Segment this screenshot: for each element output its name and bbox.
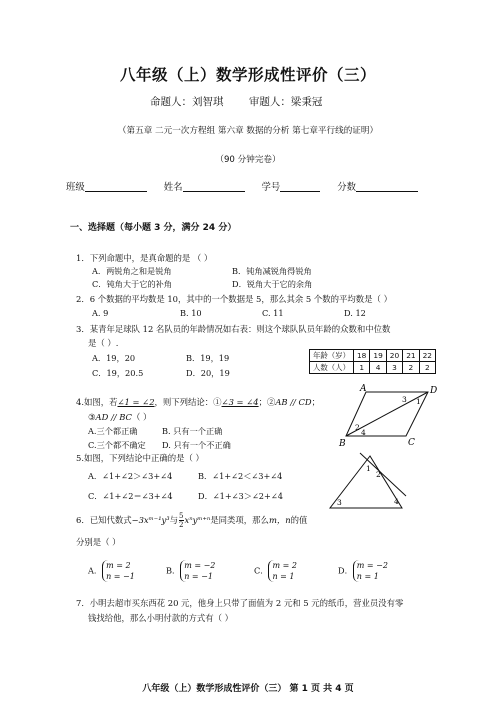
page-footer: 八年级（上）数学形成性评价（三） 第 1 页 共 4 页 (142, 684, 354, 694)
q3-stem-cont: 是（ ）. (88, 338, 119, 348)
q4-stem (76, 396, 320, 408)
angle-1-label: 1 (366, 464, 371, 473)
q6-stem (76, 512, 307, 529)
q6-stem-a: 6．已知代数式 (76, 515, 132, 525)
q1-option-c[interactable]: C．钝角大于它的补角 (92, 279, 172, 289)
q4-conclusion-2: AB // CD (275, 397, 312, 407)
option-label: A． (88, 565, 103, 576)
q4-option-b[interactable]: B. 只有一个正确 (162, 426, 223, 436)
q6-option-a[interactable] (88, 560, 135, 582)
label-c: C (408, 438, 415, 448)
table-cell: 19 (370, 350, 386, 362)
q4-conclusion-1: ∠3 = ∠4 (221, 397, 259, 407)
q5-figure-triangle (322, 452, 410, 514)
q1-option-b[interactable]: B．钝角减锐角得锐角 (232, 266, 312, 276)
q7-stem: 7．小明去超市买东西花 20 元，他身上只带了面值为 2 元和 5 元的纸币，营业员没有零 (76, 598, 404, 608)
option-label: B． (166, 565, 181, 576)
angle-3-label: 3 (402, 395, 407, 404)
q6-fraction (179, 512, 183, 529)
q6-term-2: xⁿyᵐ⁺ⁿ (184, 515, 211, 525)
equation-system (102, 560, 135, 582)
q4-stem-a: 4.如图，若 (76, 397, 118, 407)
transversal-line (360, 453, 406, 496)
class-blank[interactable] (85, 181, 147, 192)
q4-conclusion-3: AD // BC (95, 412, 132, 422)
time-limit: （90 分钟完卷） (215, 155, 281, 165)
table-row (310, 362, 436, 374)
table-cell: 18 (353, 350, 369, 362)
q1-option-d[interactable]: D．锐角大于它的余角 (232, 279, 313, 289)
q5-option-d[interactable]: D．∠1+∠3＞∠2+∠4 (198, 491, 283, 501)
table-cell: 3 (386, 362, 402, 374)
q1-stem: 1．下列命题中，是真命题的是 （ ） (76, 253, 213, 263)
angle-3-label: 3 (337, 498, 342, 507)
score-field[interactable] (337, 179, 418, 193)
name-blank[interactable] (183, 181, 245, 192)
name-field[interactable] (164, 179, 245, 193)
label-d: D (430, 386, 438, 396)
q4-paren: （ ） (131, 412, 152, 422)
equation-system (268, 560, 296, 582)
q6-stem-cont: 分别是（ ） (76, 537, 121, 547)
table-row (310, 350, 436, 362)
chapter-scope: （第五章 二元一次方程组 第六章 数据的分析 第七章平行线的证明） (117, 126, 379, 136)
name-label: 姓名 (163, 182, 183, 193)
id-blank[interactable] (280, 181, 320, 192)
q2-option-d[interactable]: D. 12 (344, 308, 366, 318)
angle-1-label: 1 (416, 397, 421, 406)
setter: 命题人：刘智琪 (150, 96, 224, 108)
equation-m: m = −2 (184, 561, 216, 570)
option-label: D． (338, 565, 353, 576)
table-cell: 1 (353, 362, 369, 374)
table-cell: 年龄（岁） (310, 350, 354, 362)
table-cell: 22 (419, 350, 435, 362)
q6-option-d[interactable] (338, 560, 388, 582)
page-title: 八年级（上）数学形成性评价（三） (119, 66, 376, 84)
equation-n: n = −1 (106, 572, 135, 581)
q6-vars: m，n (268, 515, 291, 525)
table-cell: 人数（人） (310, 362, 354, 374)
q4-sep-3: ； (311, 397, 321, 407)
authors (150, 94, 322, 109)
angle-2-label: 2 (376, 470, 381, 479)
q5-option-c[interactable]: C．∠1+∠2＝∠3+∠4 (88, 491, 173, 501)
q3-stem: 3．某青年足球队 12 名队员的年龄情况如右表：则这个球队队员年龄的众数和中位数 (76, 324, 391, 334)
table-cell: 4 (370, 362, 386, 374)
q6-option-c[interactable] (254, 560, 297, 582)
class-field[interactable] (66, 179, 147, 193)
score-label: 分数 (337, 182, 357, 193)
label-b: B (339, 439, 346, 448)
q4-option-a[interactable]: A.三个都正确 (88, 426, 138, 436)
table-cell: 20 (386, 350, 402, 362)
q4-sep-2: ；② (258, 397, 276, 407)
id-field[interactable] (262, 179, 321, 193)
q2-option-b[interactable]: B. 10 (180, 308, 202, 318)
table-cell: 21 (403, 350, 419, 362)
q7-stem-cont: 钱找给他，那么小明付款的方式有（ ） (88, 613, 234, 623)
equation-system (180, 560, 215, 582)
fraction-denominator: 2 (179, 521, 184, 529)
equation-system (353, 560, 388, 582)
section-heading: 一、选择题（每小题 3 分，满分 24 分） (70, 223, 237, 233)
q6-stem-c: 的值 (290, 515, 308, 525)
angle-4-label: 4 (361, 428, 366, 437)
angle-4-label: 4 (394, 497, 399, 506)
q5-option-b[interactable]: B．∠1+∠2＜∠3+∠4 (198, 471, 283, 481)
reviewer: 审题人：梁秉冠 (248, 96, 323, 108)
table-cell: 2 (403, 362, 419, 374)
q2-option-a[interactable]: A. 9 (92, 308, 109, 318)
table-cell: 2 (419, 362, 435, 374)
q6-stem-b: 是同类项，那么 (210, 515, 269, 525)
angle-2-label: 2 (355, 423, 360, 432)
label-a: A (360, 384, 367, 394)
q4-option-c[interactable]: C.三个都不确定 (88, 440, 146, 450)
q5-option-a[interactable]: A．∠1+∠2＞∠3+∠4 (88, 471, 173, 481)
q3-option-c[interactable]: C．19，20.5 (92, 368, 144, 378)
q4-stem-b: ，则下列结论：① (154, 397, 222, 407)
q3-option-d[interactable]: D．20，19 (186, 368, 230, 378)
q6-term-1: −3xᵐ⁻¹y³ (131, 515, 170, 525)
q2-option-c[interactable]: C. 11 (262, 308, 284, 318)
q4-option-d[interactable]: D. 只有一个不正确 (162, 440, 231, 450)
equation-m: m = −2 (356, 561, 388, 570)
q6-option-b[interactable] (166, 560, 215, 582)
equation-m: m = 2 (272, 561, 297, 570)
fraction-numerator: 5 (179, 512, 184, 520)
q4-figure-parallelogram (336, 384, 440, 448)
equation-n: n = 1 (356, 572, 379, 581)
q4-stem-c: ③ (88, 412, 96, 422)
q1-option-a[interactable]: A．两锐角之和是锐角 (92, 266, 172, 276)
score-blank[interactable] (356, 181, 418, 192)
q6-with: 与 (169, 515, 179, 525)
equation-n: n = −1 (184, 572, 213, 581)
q5-stem: 5.如图，下列结论中正确的是（ ） (76, 453, 204, 463)
student-fields (66, 179, 432, 193)
class-label: 班级 (66, 182, 85, 193)
q3-age-table (309, 349, 436, 374)
q3-option-b[interactable]: B．19，19 (186, 353, 230, 363)
id-label: 学号 (261, 182, 281, 193)
q4-given: ∠1 = ∠2 (117, 397, 155, 407)
q4-stem-cont (88, 411, 151, 423)
equation-n: n = 1 (272, 572, 295, 581)
q3-option-a[interactable]: A．19，20 (92, 353, 136, 363)
equation-m: m = 2 (106, 561, 131, 570)
q2-stem: 2．6 个数据的平均数是 10，其中的一个数据是 5，那么其余 5 个数的平均数是（ ） (76, 294, 392, 304)
option-label: C． (254, 565, 269, 576)
